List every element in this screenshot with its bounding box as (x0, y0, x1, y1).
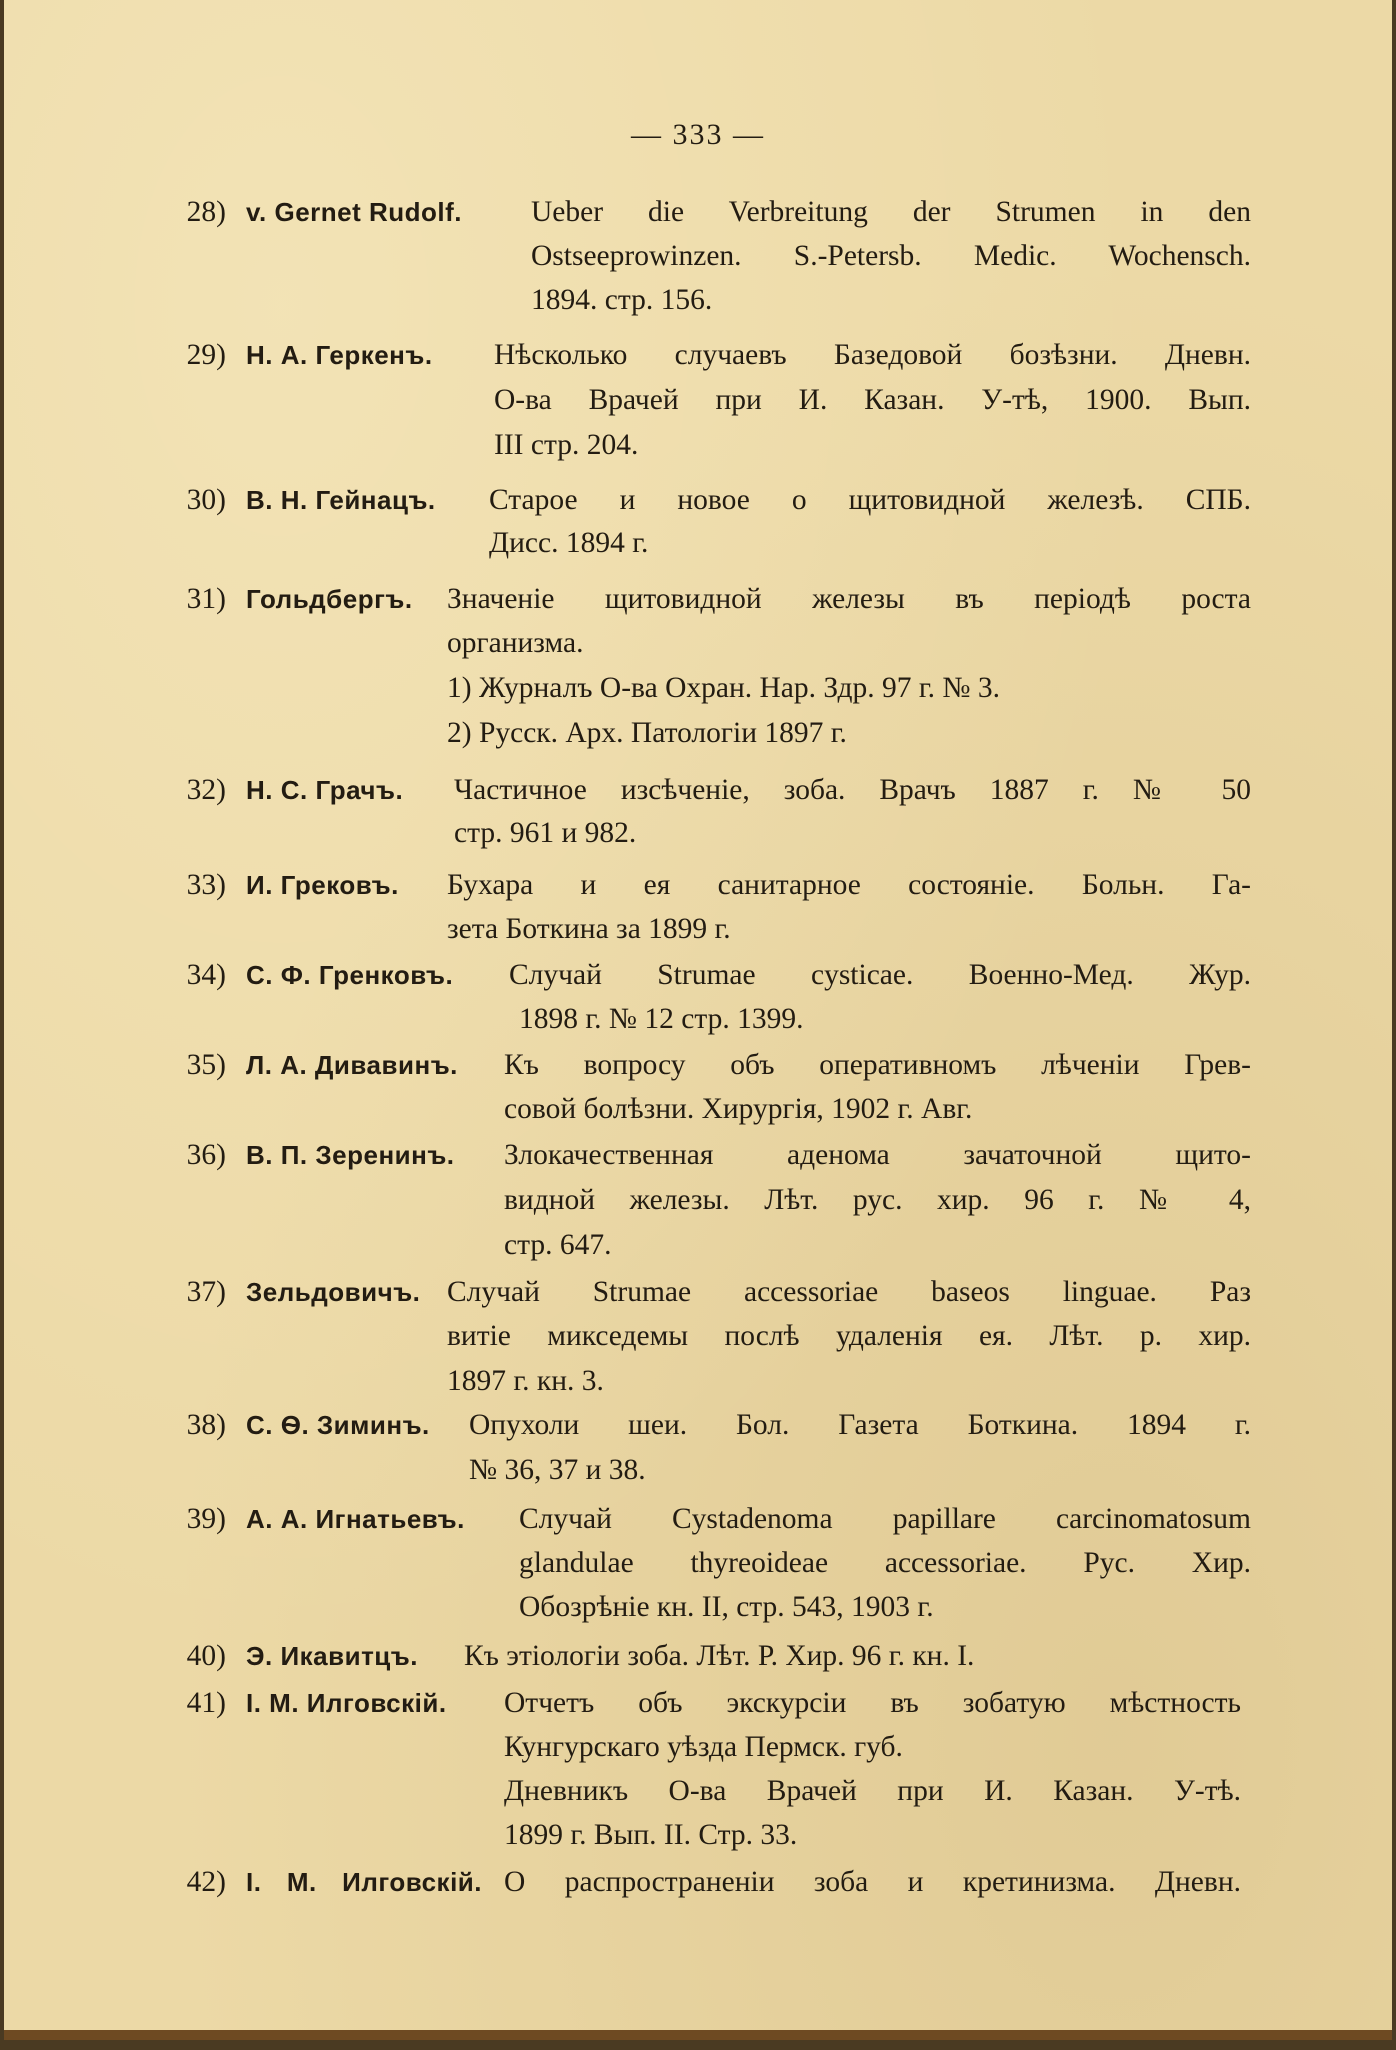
entry-author: С. Ѳ. Зиминъ. (246, 1410, 430, 1440)
entry-line: № 36, 37 и 38. (469, 1454, 646, 1486)
entry-line: 2) Русск. Арх. Патологіи 1897 г. (447, 717, 847, 749)
entry-number: 39) (186, 1503, 226, 1535)
entry-number: 30) (186, 484, 226, 516)
entry-number: 35) (186, 1049, 226, 1081)
entry-author: Н. С. Грачъ. (246, 775, 404, 805)
entry-line: 1894. стр. 156. (531, 284, 713, 316)
entry-author: Зельдовичъ. (246, 1277, 421, 1307)
entry-number: 40) (186, 1640, 226, 1672)
entry-line: III стр. 204. (494, 429, 639, 461)
entry-line: О-ва Врачей при И. Казан. У-тѣ, 1900. Вып. (494, 384, 1251, 416)
entry-line: стр. 961 и 982. (454, 817, 637, 849)
entry-number: 28) (186, 196, 226, 228)
entry-line: Обозрѣніе кн. II, стр. 543, 1903 г. (519, 1591, 934, 1623)
entry-line: 1) Журналъ О-ва Охран. Нар. Здр. 97 г. № 3. (447, 672, 1000, 704)
entry-number: 31) (186, 583, 226, 615)
entry-line: Ueber die Verbreitung der Strumen in den (531, 196, 1251, 228)
entry-line: Злокачественная аденома зачаточной щито- (504, 1139, 1251, 1171)
entry-author: Гольдбергъ. (246, 584, 413, 614)
entry-line: Случай Cystadenoma papillare carcinomatosum (519, 1503, 1251, 1535)
entry-line: Старое и новое о щитовидной железѣ. СПБ. (489, 484, 1251, 516)
entry-line: Къ этіологіи зоба. Лѣт. Р. Хир. 96 г. кн. I. (464, 1640, 975, 1672)
entry-number: 37) (186, 1276, 226, 1308)
entry-author: В. Н. Гейнацъ. (246, 485, 436, 515)
page-number: — 333 — (631, 118, 765, 151)
entry-author: І. М. Илговскій. (246, 1688, 447, 1718)
entry-line: Къ вопросу объ оперативномъ лѣченіи Грев- (504, 1049, 1251, 1081)
entry-line: О распространеніи зоба и кретинизма. Дневн. (504, 1866, 1241, 1898)
entry-line: Дневникъ О-ва Врачей при И. Казан. У-тѣ. (504, 1775, 1241, 1807)
entry-line: Случай Strumae accessoriae baseos linguae. Раз (447, 1276, 1251, 1308)
entry-author: Э. Икавитцъ. (246, 1641, 418, 1671)
book-page (4, 0, 1392, 2040)
entry-author: И. Грековъ. (246, 870, 399, 900)
page-edge (4, 2030, 1392, 2040)
entry-line: Случай Strumae cysticae. Военно-Мед. Жур. (509, 959, 1251, 991)
entry-line: 1897 г. кн. 3. (447, 1365, 604, 1397)
entry-author: v. Gernet Rudolf. (246, 197, 463, 227)
entry-line: Частичное изсѣченіе, зоба. Врачъ 1887 г. № 50 (454, 774, 1251, 806)
entry-line: Опухоли шеи. Бол. Газета Боткина. 1894 г. (469, 1409, 1251, 1441)
entry-line: зета Боткина за 1899 г. (447, 913, 731, 945)
entry-line: Нѣсколько случаевъ Базедовой бозѣзни. Дневн. (494, 339, 1251, 371)
entry-line: витіе микседемы послѣ удаленія ея. Лѣт. р. хир. (447, 1320, 1251, 1352)
entry-number: 41) (186, 1687, 226, 1719)
entry-number: 29) (186, 339, 226, 371)
entry-number: 38) (186, 1409, 226, 1441)
entry-line: совой болѣзни. Хирургія, 1902 г. Авг. (504, 1093, 973, 1125)
entry-line: 1898 г. № 12 стр. 1399. (519, 1003, 804, 1035)
entry-author: С. Ф. Гренковъ. (246, 960, 454, 990)
entry-line: Бухара и ея санитарное состояніе. Больн. Га- (447, 869, 1251, 901)
entry-line: стр. 647. (504, 1229, 612, 1261)
entry-line: glandulae thyreoideae accessoriae. Рус. Хир. (519, 1547, 1251, 1579)
entry-number: 32) (186, 774, 226, 806)
entry-line: Кунгурскаго уѣзда Пермск. губ. (504, 1731, 903, 1763)
entry-author: А. А. Игнатьевъ. (246, 1504, 465, 1534)
entry-line: Отчетъ объ экскурсіи въ зобатую мѣстность (504, 1687, 1241, 1719)
entry-line: 1899 г. Вып. II. Стр. 33. (504, 1819, 798, 1851)
entry-author: В. П. Зеренинъ. (246, 1140, 455, 1170)
entry-number: 36) (186, 1139, 226, 1171)
entry-author: Л. А. Дивавинъ. (246, 1050, 458, 1080)
entry-number: 33) (186, 869, 226, 901)
entry-line: видной железы. Лѣт. рус. хир. 96 г. № 4, (504, 1184, 1251, 1216)
entry-line: Значеніе щитовидной железы въ періодѣ роста (447, 583, 1251, 615)
entry-line: Дисс. 1894 г. (489, 527, 649, 559)
entry-author: Н. А. Геркенъ. (246, 340, 433, 370)
entry-line: организма. (447, 627, 584, 659)
entry-number: 42) (186, 1866, 226, 1898)
entry-author: І. М. Илговскій. (246, 1867, 482, 1897)
entry-line: Ostseeprowinzen. S.-Petersb. Medic. Wochensch. (531, 240, 1251, 272)
entry-number: 34) (186, 959, 226, 991)
